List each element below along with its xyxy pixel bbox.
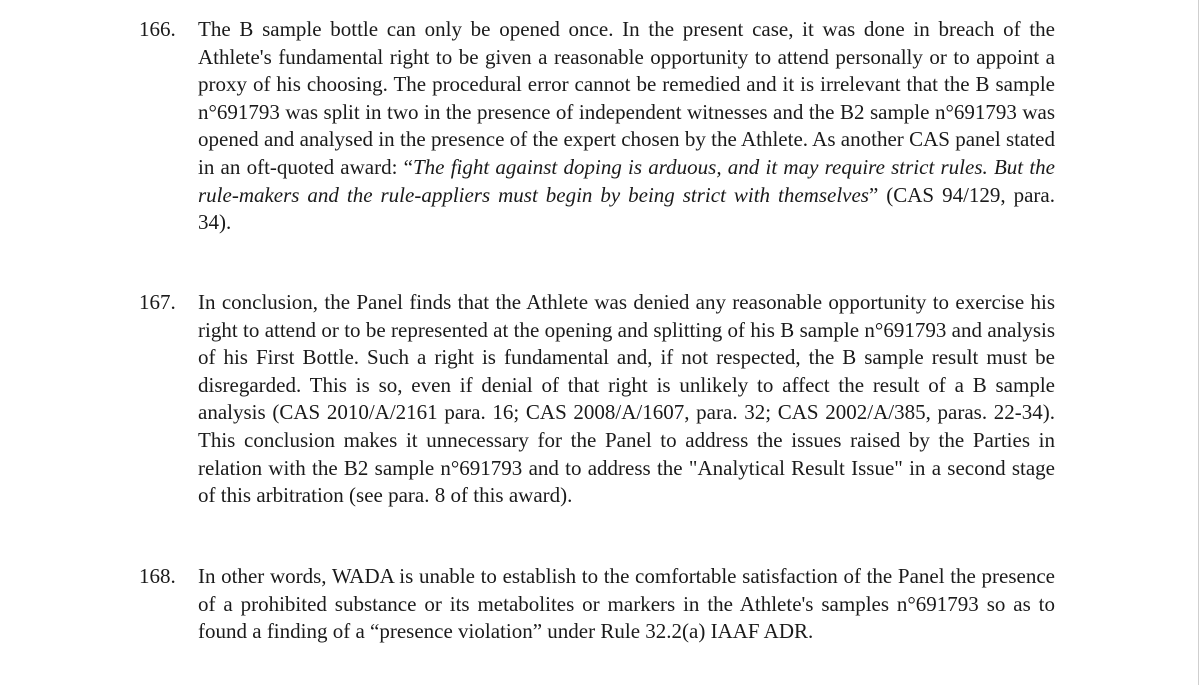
paragraph-number: 166. (139, 17, 176, 41)
paragraph-number: 168. (139, 564, 176, 588)
paragraph-167 (139, 289, 1055, 510)
paragraph-166 (139, 16, 1055, 237)
paragraph-number: 167. (139, 290, 176, 314)
paragraph-168 (139, 563, 1055, 646)
paragraph-text: In conclusion, the Panel finds that the Athlete was denied any reasonable opportunity to exercise his right to attend or to be represented at the opening and splitting of his B sample n°691793 and analysis of his First Bottle. Such a right is fundamental and, if not respected, the B sample result must be disregarded. This is so, even if denial of that right is unlikely to affect the result of a B sample analysis (CAS 2010/A/2161 para. 16; CAS 2008/A/1607, para. 32; CAS 2002/A/385, paras. 22-34). This conclusion makes it unnecessary for the Panel to address the issues raised by the Parties in relation with the B2 sample n°691793 and to address the "Analytical Result Issue" in a second stage of this arbitration (see para. 8 of this award). (198, 290, 1055, 508)
paragraph-text-part: ” (CAS 94/129, para. 34). (198, 182, 1055, 235)
paragraph-text (198, 16, 1055, 237)
paragraph-text: In other words, WADA is unable to establish to the comfortable satisfaction of the Panel the presence of a prohibited substance or its metabolites or markers in the Athlete's samples n°691793 so as to found a finding of a “presence violation” under Rule 32.2(a) IAAF ADR. (198, 564, 1055, 644)
paragraph-text-part: The B sample bottle can only be opened once. In the present case, it was done in breach of the Athlete's fundamental right to be given a reasonable opportunity to attend personally or to appoint a proxy of his choosing. The procedural error cannot be remedied and it is irrelevant that the B sample n°691793 was split in two in the presence of independent witnesses and the B2 sample n°691793 was opened and analysed in the presence of the expert chosen by the Athlete. As another CAS panel stated in an oft-quoted award: “ (198, 17, 1055, 179)
quoted-award-text: The fight against doping is arduous, and it may require strict rules. But the rule-makers and the rule-appliers must begin by being strict with themselves (198, 154, 1056, 207)
